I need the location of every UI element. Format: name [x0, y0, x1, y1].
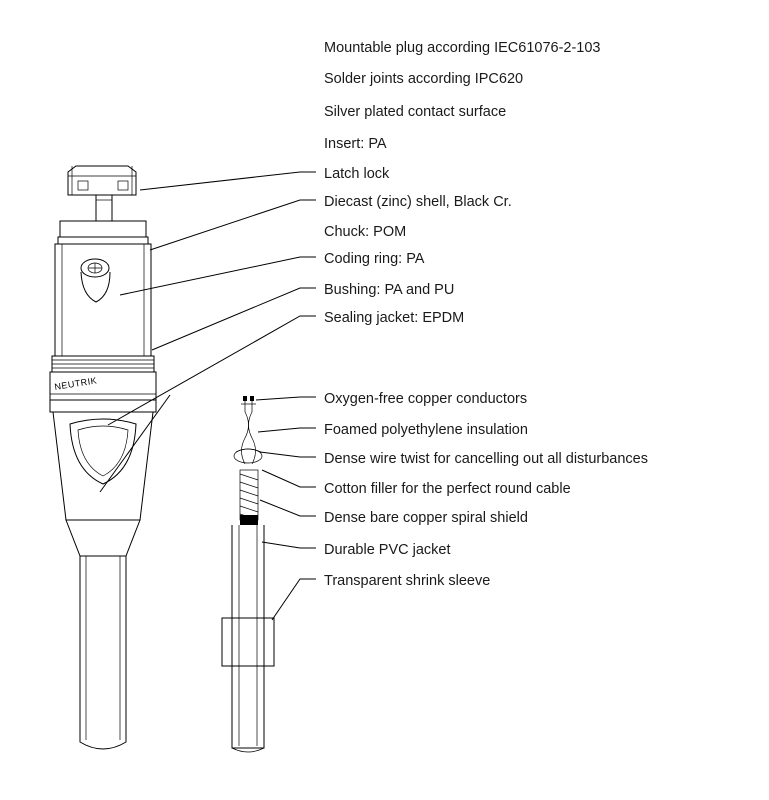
callout-dense-wire-twist: Dense wire twist for cancelling out all disturbances — [324, 451, 648, 467]
callout-insert: Insert: PA — [324, 136, 387, 152]
brand-label: NEUTRIK — [53, 375, 98, 392]
callout-diecast-shell: Diecast (zinc) shell, Black Cr. — [324, 194, 512, 210]
leader-lines — [100, 172, 316, 620]
callout-coding-ring: Coding ring: PA — [324, 251, 425, 267]
callout-bushing: Bushing: PA and PU — [324, 282, 455, 298]
callout-silver-plated: Silver plated contact surface — [324, 104, 507, 120]
callout-foamed-insulation: Foamed polyethylene insulation — [324, 422, 528, 438]
cable-cross-section-graphic — [222, 396, 274, 752]
callout-mountable-plug: Mountable plug according IEC61076-2-103 — [324, 40, 601, 56]
callout-copper-conductors: Oxygen-free copper conductors — [324, 391, 528, 407]
callout-solder-joints: Solder joints according IPC620 — [324, 71, 524, 87]
callout-sealing-jacket: Sealing jacket: EPDM — [324, 310, 465, 326]
callout-pvc-jacket: Durable PVC jacket — [324, 542, 451, 558]
connector-plug-graphic — [50, 166, 156, 749]
callout-spiral-shield: Dense bare copper spiral shield — [324, 510, 528, 526]
callout-cotton-filler: Cotton filler for the perfect round cable — [324, 481, 571, 497]
callout-shrink-sleeve: Transparent shrink sleeve — [324, 573, 491, 589]
callout-chuck: Chuck: POM — [324, 224, 407, 240]
callout-latch-lock: Latch lock — [324, 166, 390, 182]
